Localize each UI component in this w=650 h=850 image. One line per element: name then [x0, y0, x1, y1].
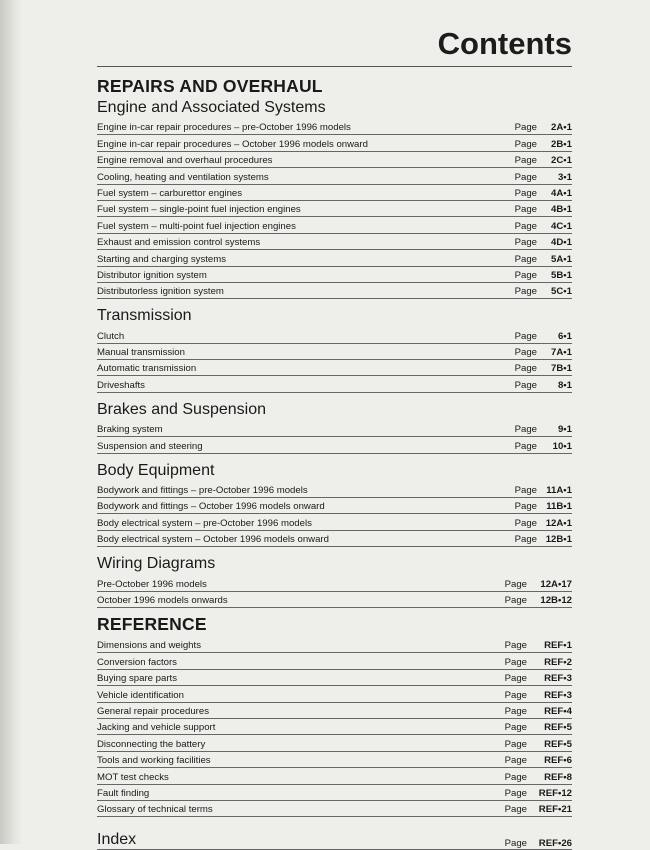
- toc-entry[interactable]: [97, 201, 572, 217]
- page-prefix: Page: [504, 787, 527, 799]
- entry-label: Body electrical system – pre-October 1996 models: [97, 517, 312, 529]
- entry-label: Bodywork and fittings – October 1996 models onward: [97, 501, 325, 513]
- toc-entry[interactable]: [97, 185, 572, 201]
- page-reference: 4A•1: [551, 187, 572, 199]
- page-prefix: Page: [514, 517, 537, 529]
- page-prefix: Page: [514, 171, 537, 183]
- entry-label: Jacking and vehicle support: [97, 722, 216, 734]
- toc-entry[interactable]: [97, 168, 572, 184]
- page-reference: REF•3: [544, 689, 572, 701]
- page-reference: REF•8: [544, 771, 572, 783]
- index-entry[interactable]: [97, 827, 572, 850]
- entry-label: Suspension and steering: [97, 440, 203, 452]
- entry-label: Conversion factors: [97, 656, 177, 668]
- toc-entry[interactable]: [97, 437, 572, 453]
- toc-entry[interactable]: [97, 575, 572, 591]
- entry-label: Engine in-car repair procedures – pre-October 1996 models: [97, 122, 351, 134]
- page-prefix: Page: [504, 594, 527, 606]
- entry-label: Vehicle identification: [97, 689, 184, 701]
- toc-entry[interactable]: [97, 752, 572, 768]
- entry-label: Engine removal and overhaul procedures: [97, 155, 273, 167]
- page-reference: 10•1: [552, 440, 572, 452]
- page-prefix: Page: [514, 220, 537, 232]
- toc-entry[interactable]: [97, 514, 572, 530]
- toc-entry[interactable]: [97, 592, 572, 608]
- entry-label: Fuel system – multi-point fuel injection engines: [97, 220, 296, 232]
- entry-label: Distributorless ignition system: [97, 286, 224, 298]
- entry-label: Braking system: [97, 424, 163, 436]
- toc-entry[interactable]: [97, 482, 572, 498]
- entry-label: Starting and charging systems: [97, 253, 227, 265]
- page-reference: 2C•1: [551, 155, 572, 167]
- toc-entry[interactable]: [97, 267, 572, 283]
- page-reference: 7B•1: [551, 363, 572, 375]
- page-prefix: Page: [504, 755, 527, 767]
- title-rule: [97, 66, 572, 67]
- page-prefix: Page: [514, 155, 537, 167]
- entry-label: Automatic transmission: [97, 363, 197, 375]
- page-prefix: Page: [514, 363, 537, 375]
- part-heading-repairs: REPAIRS AND OVERHAUL: [97, 76, 323, 96]
- page-reference: 12B•12: [540, 594, 572, 606]
- toc-entry[interactable]: [97, 801, 572, 817]
- section-heading: Brakes and Suspension: [97, 400, 266, 418]
- toc-entry[interactable]: [97, 119, 572, 135]
- part-heading-reference: REFERENCE: [97, 613, 207, 634]
- entry-label: Pre-October 1996 models: [97, 578, 207, 590]
- toc-entry[interactable]: [97, 344, 572, 360]
- page-prefix: Page: [504, 705, 527, 717]
- toc-entry[interactable]: [97, 785, 572, 801]
- section-heading: Body Equipment: [97, 461, 215, 479]
- entry-label: October 1996 models onwards: [97, 594, 228, 606]
- page-reference: REF•1: [544, 640, 572, 652]
- toc-entry[interactable]: [97, 152, 572, 168]
- page-reference: REF•5: [544, 738, 572, 750]
- page-reference: 12A•1: [545, 517, 572, 529]
- page-reference: 12A•17: [540, 578, 572, 590]
- entry-label: Dimensions and weights: [97, 640, 201, 652]
- page-prefix: Page: [514, 485, 537, 497]
- entry-label: Fault finding: [97, 787, 150, 799]
- page-reference: 11B•1: [546, 501, 572, 513]
- index-label: Index: [97, 831, 137, 849]
- toc-entry[interactable]: [97, 531, 572, 547]
- toc-entry[interactable]: [97, 283, 572, 299]
- entry-label: Distributor ignition system: [97, 269, 207, 281]
- entry-label: Engine in-car repair procedures – October 1996 models onward: [97, 138, 368, 150]
- page-reference: REF•21: [538, 804, 572, 816]
- page-reference: REF•12: [538, 787, 572, 799]
- section-heading: Engine and Associated Systems: [97, 99, 326, 116]
- page-prefix: Page: [514, 440, 537, 452]
- page-prefix: Page: [504, 578, 527, 590]
- page-reference: 5B•1: [551, 269, 572, 281]
- toc-entry[interactable]: [97, 686, 572, 702]
- page-prefix: Page: [514, 122, 537, 134]
- toc-entry[interactable]: [97, 670, 572, 686]
- entry-label: Fuel system – single-point fuel injection engines: [97, 204, 301, 216]
- page-prefix: Page: [504, 689, 527, 701]
- page-prefix: Page: [514, 347, 537, 359]
- page-reference: 4D•1: [551, 237, 572, 249]
- repairs-sections: [97, 99, 572, 608]
- page-prefix: Page: [514, 253, 537, 265]
- page-prefix: Page: [504, 673, 527, 685]
- page-reference: REF•6: [544, 755, 572, 767]
- page-prefix: Page: [514, 138, 537, 150]
- entry-label: Fuel system – carburettor engines: [97, 187, 243, 199]
- page-prefix: Page: [514, 237, 537, 249]
- toc-entry[interactable]: [97, 735, 572, 751]
- toc-entry[interactable]: [97, 376, 572, 392]
- page-prefix: Page: [504, 771, 527, 783]
- toc-entry[interactable]: [97, 653, 572, 669]
- page-title: Contents: [437, 26, 572, 61]
- page-binding-shadow: [0, 0, 22, 844]
- page-reference: 12B•1: [545, 534, 572, 546]
- page-reference: 4B•1: [551, 204, 572, 216]
- page-reference: 3•1: [557, 171, 572, 183]
- page-prefix: Page: [514, 204, 537, 216]
- page-reference: 5C•1: [551, 286, 572, 298]
- reference-entries: [97, 637, 572, 817]
- page-prefix: Page: [504, 838, 527, 850]
- page-prefix: Page: [504, 722, 527, 734]
- page-reference: 2B•1: [551, 138, 572, 150]
- page-prefix: Page: [514, 424, 537, 436]
- page-reference: REF•26: [538, 838, 572, 850]
- section-heading: Wiring Diagrams: [97, 555, 216, 573]
- page-reference: 7A•1: [551, 347, 572, 359]
- page-prefix: Page: [514, 501, 537, 513]
- toc-entry[interactable]: [97, 250, 572, 266]
- page-reference: 5A•1: [551, 253, 572, 265]
- entry-label: Tools and working facilities: [97, 755, 211, 767]
- page-reference: REF•3: [544, 673, 572, 685]
- entry-label: Clutch: [97, 330, 125, 342]
- page-prefix: Page: [504, 640, 527, 652]
- page-prefix: Page: [514, 379, 537, 391]
- contents-list: [97, 76, 572, 850]
- entry-label: Buying spare parts: [97, 673, 177, 685]
- page-prefix: Page: [504, 656, 527, 668]
- entry-label: Cooling, heating and ventilation systems: [97, 171, 269, 183]
- toc-entry[interactable]: [97, 234, 572, 250]
- page-reference: REF•5: [544, 722, 572, 734]
- entry-label: Glossary of technical terms: [97, 804, 213, 816]
- page-prefix: Page: [514, 534, 537, 546]
- page-reference: REF•2: [544, 656, 572, 668]
- entry-label: Disconnecting the battery: [97, 738, 206, 750]
- toc-entry[interactable]: [97, 421, 572, 437]
- entry-label: MOT test checks: [97, 771, 169, 783]
- page-reference: 11A•1: [546, 485, 572, 497]
- page-reference: 4C•1: [551, 220, 572, 232]
- page-reference: 6•1: [557, 330, 572, 342]
- page-reference: 8•1: [557, 379, 572, 391]
- toc-entry[interactable]: [97, 703, 572, 719]
- toc-entry[interactable]: [97, 217, 572, 233]
- toc-entry[interactable]: [97, 719, 572, 735]
- entry-label: Bodywork and fittings – pre-October 1996 models: [97, 485, 308, 497]
- page-reference: 2A•1: [551, 122, 572, 134]
- entry-label: General repair procedures: [97, 705, 209, 717]
- entry-label: Exhaust and emission control systems: [97, 237, 261, 249]
- toc-entry[interactable]: [97, 360, 572, 376]
- page-prefix: Page: [514, 286, 537, 298]
- entry-label: Manual transmission: [97, 347, 185, 359]
- section-heading: Transmission: [97, 307, 192, 325]
- page-reference: 9•1: [557, 424, 572, 436]
- page-prefix: Page: [504, 738, 527, 750]
- page-reference: REF•4: [544, 705, 572, 717]
- entry-label: Body electrical system – October 1996 models onward: [97, 534, 329, 546]
- page-prefix: Page: [504, 804, 527, 816]
- toc-entry[interactable]: [97, 327, 572, 343]
- page-prefix: Page: [514, 269, 537, 281]
- toc-entry[interactable]: [97, 135, 572, 151]
- toc-entry[interactable]: [97, 498, 572, 514]
- toc-entry[interactable]: [97, 768, 572, 784]
- toc-entry[interactable]: [97, 637, 572, 653]
- page-prefix: Page: [514, 330, 537, 342]
- entry-label: Driveshafts: [97, 379, 145, 391]
- page-prefix: Page: [514, 187, 537, 199]
